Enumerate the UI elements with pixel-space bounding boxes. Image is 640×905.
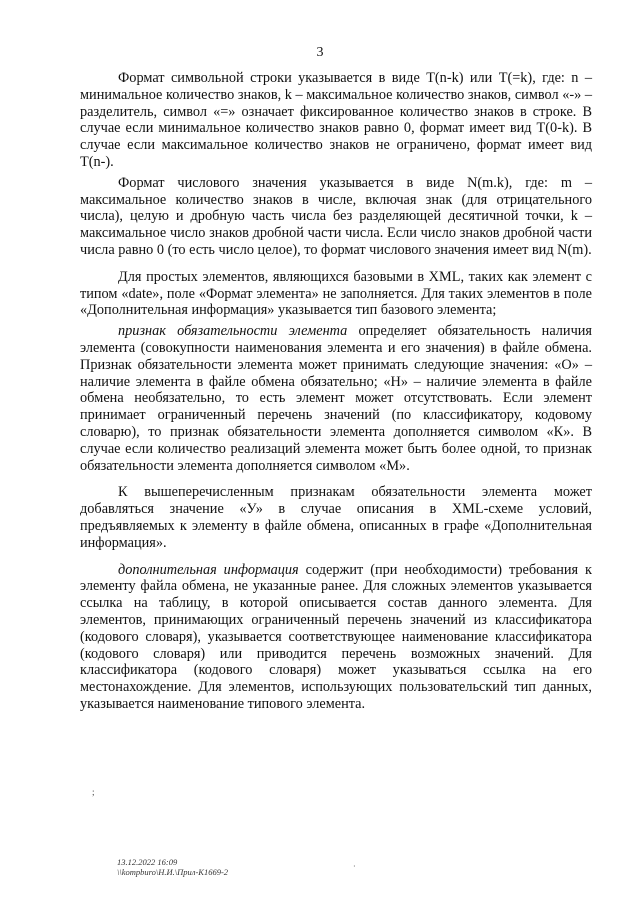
paragraph-required-flag-text: определяет обязательность наличия элемента (совокупности наименования элемента и его значения) в файле обмена. Признак обязательности элемента может принимать следующие значения: «О» – наличие элемента в файле обмена обязательно; «Н» – наличие элемента в файле обмена необязательно, то есть элемент может отсутствовать. Если элемент принимает ограниченный перечень значений (по классификатору, кодовому словарю), то признак обязательности элемента дополняется символом «К». В случае если количество реализаций элемента может быть более одной, то признак обязательности элемента дополняется символом «М». <box>80 323 592 474</box>
paragraph-required-flag <box>80 323 592 474</box>
term-required-flag: признак обязательности элемента <box>118 323 348 340</box>
paragraph-number-format: Формат числового значения указывается в виде N(m.k), где: m – максимальное количество знаков в числе, включая знак (для отрицательного числа), целую и дробную часть числа без разделяющей десятичной точки, k – максимальное число знаков дробной части числа. Если число знаков дробной части числа равно 0 (то есть число целое), то формат числового значения имеет вид N(m). <box>80 174 592 258</box>
margin-mark: ; <box>92 787 95 797</box>
paragraph-string-format: Формат символьной строки указывается в виде T(n-k) или T(=k), где: n – минимальное количество знаков, k – максимальное количество знаков, символ «-» – разделитель, символ «=» означает фиксированное количество знаков в строке. В случае если минимальное количество знаков равно 0, формат имеет вид T(0-k). В случае если максимальное количество знаков не ограничено, формат имеет вид T(n-). <box>80 70 592 170</box>
paragraph-simple-elements: Для простых элементов, являющихся базовыми в XML, таких как элемент с типом «date», поле «Формат элемента» не заполняется. Для таких элементов в поле «Дополнительная информация» указывается тип базового элемента; <box>80 268 592 319</box>
term-additional-info: дополнительная информация <box>118 561 299 578</box>
footer-stamp <box>117 857 228 877</box>
paragraph-conditional-flag: К вышеперечисленным признакам обязательности элемента может добавляться значение «У» в случае описания в XML-схеме условий, предъявляемых к элементу в файле обмена, описанных в графе «Дополнительная информация». <box>80 484 592 551</box>
document-body <box>80 70 592 723</box>
paragraph-additional-info <box>80 562 592 713</box>
footer-file-path: \\kompburo\Н.И.\Прил-К1669-2 <box>117 867 229 877</box>
page-number: 3 <box>316 45 324 60</box>
footer-dot: · <box>353 862 356 871</box>
paragraph-additional-info-text: содержит (при необходимости) требования к элементу файла обмена, не указанные ранее. Для сложных элементов указывается ссылка на таблицу, в которой описывается состав данного элемента. Для элементов, принимающих ограниченный перечень значений из классификатора (кодового словаря), указывается соответствующее наименование классификатора (кодового словаря) или приводится перечень возможных значений. Для классификатора (кодового словаря) может указываться ссылка на его местонахождение. Для элементов, использующих пользовательский тип данных, указывается наименование типового элемента. <box>80 561 592 712</box>
footer-timestamp: 13.12.2022 16:09 <box>117 857 178 867</box>
